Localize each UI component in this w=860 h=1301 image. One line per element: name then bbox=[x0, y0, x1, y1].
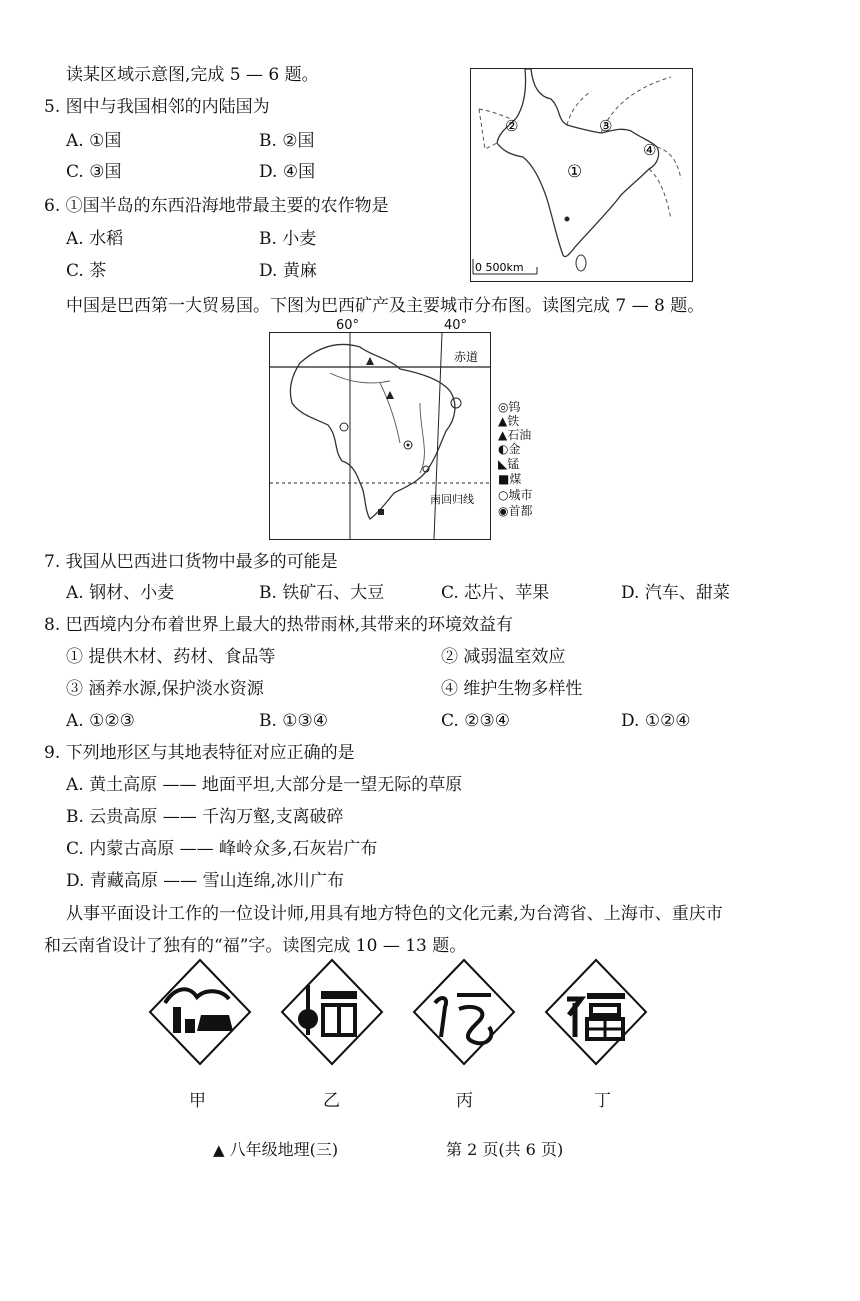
q8-option-c: C. ②③④ bbox=[441, 711, 510, 731]
fu-label-ding: 丁 bbox=[594, 1091, 611, 1111]
legend-manganese: ◣锰 bbox=[498, 457, 520, 471]
tungsten-symbol bbox=[451, 398, 461, 408]
sri-lanka bbox=[576, 255, 586, 271]
q7-option-c: C. 芯片、苹果 bbox=[441, 583, 550, 603]
footer-page-number: 第 2 页(共 6 页) bbox=[446, 1140, 564, 1159]
intro-q5-6: 读某区域示意图,完成 5 — 6 题。 bbox=[66, 65, 319, 85]
iron-symbol bbox=[366, 357, 374, 365]
footer-subject: ▲ 八年级地理(三) bbox=[213, 1140, 339, 1159]
scale-bar: 0 500km bbox=[475, 261, 524, 274]
fu-emblem-ding bbox=[546, 960, 646, 1064]
capital-dot bbox=[565, 217, 570, 222]
legend-tungsten: ◎钨 bbox=[498, 400, 521, 414]
fu-emblem-yi bbox=[282, 960, 382, 1064]
longitude-60: 60° bbox=[336, 318, 360, 333]
intro-q10-13-line1: 从事平面设计工作的一位设计师,用具有地方特色的文化元素,为台湾省、上海市、重庆市 bbox=[66, 904, 723, 924]
label-country-1: ① bbox=[567, 162, 583, 182]
legend-capital: ◉首都 bbox=[498, 504, 533, 518]
tropic-label: 南回归线 bbox=[430, 493, 474, 506]
q6-option-d: D. 黄麻 bbox=[259, 261, 317, 281]
q8-stem: 8. 巴西境内分布着世界上最大的热带雨林,其带来的环境效益有 bbox=[44, 615, 514, 635]
label-country-3: ③ bbox=[599, 117, 613, 135]
q9-stem: 9. 下列地形区与其地表特征对应正确的是 bbox=[44, 743, 355, 763]
q8-statement-2: ② 减弱温室效应 bbox=[441, 647, 566, 667]
fu-label-jia: 甲 bbox=[189, 1091, 206, 1111]
legend-oil: ▲石油 bbox=[498, 428, 532, 442]
q7-option-a: A. 钢材、小麦 bbox=[66, 583, 175, 603]
legend-iron: ▲铁 bbox=[498, 414, 520, 428]
intro-q7-8: 中国是巴西第一大贸易国。下图为巴西矿产及主要城市分布图。读图完成 7 — 8 题。 bbox=[66, 296, 705, 316]
q8-option-b: B. ①③④ bbox=[259, 711, 329, 731]
legend-city: ○城市 bbox=[498, 488, 533, 502]
legend-coal: ■煤 bbox=[498, 472, 522, 486]
label-country-4: ④ bbox=[643, 141, 657, 159]
q9-option-c: C. 内蒙古高原 —— 峰岭众多,石灰岩广布 bbox=[66, 839, 378, 859]
q7-stem: 7. 我国从巴西进口货物中最多的可能是 bbox=[44, 552, 338, 572]
q6-stem: 6. ①国半岛的东西沿海地带最主要的农作物是 bbox=[44, 196, 389, 216]
south-asia-map bbox=[470, 68, 693, 282]
q9-option-a: A. 黄土高原 —— 地面平坦,大部分是一望无际的草原 bbox=[66, 775, 463, 795]
meridian-40 bbox=[434, 333, 442, 539]
legend-gold: ◐金 bbox=[498, 442, 521, 456]
brazil-map-drawing bbox=[270, 333, 490, 539]
oil-symbol bbox=[386, 391, 394, 399]
triangle-logo-icon: ▲ bbox=[213, 1141, 225, 1159]
q8-option-d: D. ①②④ bbox=[621, 711, 691, 731]
coal-symbol bbox=[378, 509, 384, 515]
q8-statement-3: ③ 涵养水源,保护淡水资源 bbox=[66, 679, 264, 699]
gold-symbol bbox=[340, 423, 348, 431]
q5-option-a: A. ①国 bbox=[66, 131, 122, 151]
q8-option-a: A. ①②③ bbox=[66, 711, 135, 731]
fu-label-yi: 乙 bbox=[323, 1091, 340, 1111]
q7-option-b: B. 铁矿石、大豆 bbox=[259, 583, 385, 603]
intro-q10-13-line2: 和云南省设计了独有的“福”字。读图完成 10 — 13 题。 bbox=[44, 936, 467, 956]
south-asia-map-drawing bbox=[471, 69, 692, 281]
fu-emblem-bing bbox=[414, 960, 514, 1064]
q8-statement-1: ① 提供木材、药材、食品等 bbox=[66, 647, 276, 667]
q6-option-c: C. 茶 bbox=[66, 261, 107, 281]
q6-option-b: B. 小麦 bbox=[259, 229, 317, 249]
q9-option-b: B. 云贵高原 —— 千沟万壑,支离破碎 bbox=[66, 807, 344, 827]
q8-statement-4: ④ 维护生物多样性 bbox=[441, 679, 583, 699]
brazil-map bbox=[269, 332, 491, 540]
fu-emblems bbox=[145, 955, 665, 1075]
q5-option-b: B. ②国 bbox=[259, 131, 315, 151]
fu-emblem-jia bbox=[150, 960, 250, 1064]
q6-option-a: A. 水稻 bbox=[66, 229, 124, 249]
q5-stem: 5. 图中与我国相邻的内陆国为 bbox=[44, 97, 270, 117]
longitude-40: 40° bbox=[444, 318, 468, 333]
label-country-2: ② bbox=[505, 117, 519, 135]
q7-option-d: D. 汽车、甜菜 bbox=[621, 583, 730, 603]
equator-label: 赤道 bbox=[454, 350, 479, 364]
q5-option-c: C. ③国 bbox=[66, 162, 122, 182]
q9-option-d: D. 青藏高原 —— 雪山连绵,冰川广布 bbox=[66, 871, 345, 891]
q5-option-d: D. ④国 bbox=[259, 162, 316, 182]
fu-label-bing: 丙 bbox=[456, 1091, 473, 1111]
